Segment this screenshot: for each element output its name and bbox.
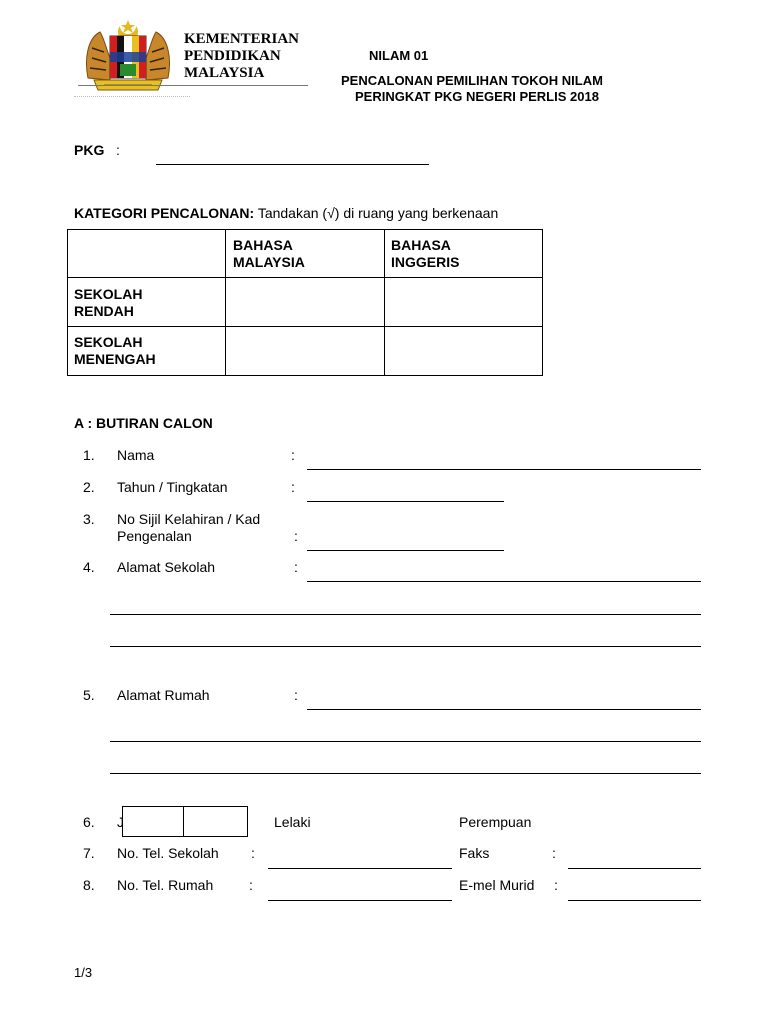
item-number: 4. xyxy=(83,559,95,575)
id-number-input-line[interactable] xyxy=(307,550,504,551)
column-header-bahasa-malaysia xyxy=(233,237,305,271)
row-header-line: SEKOLAH xyxy=(74,334,143,350)
home-phone-input-line[interactable] xyxy=(268,900,452,901)
home-phone-label: No. Tel. Rumah xyxy=(117,877,214,893)
home-address-colon: : xyxy=(294,687,298,703)
year-form-input-line[interactable] xyxy=(307,501,504,502)
table-col-divider xyxy=(384,229,385,376)
form-code: NILAM 01 xyxy=(369,48,429,63)
gender-label-prefix: J xyxy=(117,814,124,830)
ministry-name-line-2: PENDIDIKAN xyxy=(184,48,281,64)
id-number-label-line-2: Pengenalan xyxy=(117,528,192,544)
table-row-divider xyxy=(67,277,543,278)
gender-male-label: Lelaki xyxy=(274,814,311,830)
email-colon: : xyxy=(554,877,558,893)
row-header-line: SEKOLAH xyxy=(74,286,143,302)
fax-input-line[interactable] xyxy=(568,868,701,869)
item-number: 7. xyxy=(83,845,95,861)
year-form-colon: : xyxy=(291,479,295,495)
checkbox-rendah-inggeris[interactable] xyxy=(386,279,542,325)
school-phone-colon: : xyxy=(251,845,255,861)
school-address-colon: : xyxy=(294,559,298,575)
form-title-line-1: PENCALONAN PEMILIHAN TOKOH NILAM xyxy=(341,73,603,88)
item-number: 6. xyxy=(83,814,95,830)
category-heading xyxy=(74,205,498,221)
column-header-line: BAHASA xyxy=(391,237,451,253)
checkbox-menengah-malaysia[interactable] xyxy=(227,328,383,374)
id-number-label: No Sijil Kelahiran / Kad xyxy=(117,511,261,527)
gender-female-label: Perempuan xyxy=(459,814,532,830)
school-phone-label: No. Tel. Sekolah xyxy=(117,845,219,861)
item-number: 3. xyxy=(83,511,95,527)
item-number: 8. xyxy=(83,877,95,893)
item-number: 1. xyxy=(83,447,95,463)
checkbox-menengah-inggeris[interactable] xyxy=(386,328,542,374)
section-a-title: A : BUTIRAN CALON xyxy=(74,415,213,431)
column-header-line: MALAYSIA xyxy=(233,254,305,270)
item-number: 5. xyxy=(83,687,95,703)
column-header-line: BAHASA xyxy=(233,237,293,253)
row-header-sekolah-rendah xyxy=(74,286,142,320)
table-col-divider xyxy=(225,229,226,376)
category-instruction: Tandakan (√) di ruang yang berkenaan xyxy=(257,205,499,221)
pkg-label: PKG xyxy=(74,142,105,158)
home-address-label: Alamat Rumah xyxy=(117,687,210,703)
ministry-name-line-3: MALAYSIA xyxy=(184,65,265,81)
row-header-line: RENDAH xyxy=(74,303,134,319)
table-row-divider xyxy=(67,326,543,327)
pkg-input-line[interactable] xyxy=(156,164,429,165)
header-rule xyxy=(78,85,308,86)
column-header-bahasa-inggeris xyxy=(391,237,459,271)
item-number: 2. xyxy=(83,479,95,495)
crest-logo xyxy=(80,18,176,94)
home-address-input-line-1[interactable] xyxy=(307,709,701,710)
email-input-line[interactable] xyxy=(568,900,701,901)
gender-checkbox-female[interactable] xyxy=(183,806,248,837)
row-header-line: MENENGAH xyxy=(74,351,156,367)
home-address-input-line-2[interactable] xyxy=(110,741,701,742)
ministry-name-line-1: KEMENTERIAN xyxy=(184,31,300,47)
name-colon: : xyxy=(291,447,295,463)
row-header-sekolah-menengah xyxy=(74,334,156,368)
fax-colon: : xyxy=(552,845,556,861)
name-input-line[interactable] xyxy=(307,469,701,470)
id-number-colon: : xyxy=(294,528,298,544)
school-address-input-line-2[interactable] xyxy=(110,614,701,615)
home-address-input-line-3[interactable] xyxy=(110,773,701,774)
year-form-label: Tahun / Tingkatan xyxy=(117,479,228,495)
form-title-line-2: PERINGKAT PKG NEGERI PERLIS 2018 xyxy=(355,89,599,104)
category-label: KATEGORI PENCALONAN: xyxy=(74,205,255,221)
page-number: 1/3 xyxy=(74,965,93,980)
header-rule-faint xyxy=(74,96,190,97)
school-address-input-line-3[interactable] xyxy=(110,646,701,647)
checkbox-rendah-malaysia[interactable] xyxy=(227,279,383,325)
name-label: Nama xyxy=(117,447,155,463)
school-address-input-line-1[interactable] xyxy=(307,581,701,582)
column-header-line: INGGERIS xyxy=(391,254,460,270)
fax-label: Faks xyxy=(459,845,490,861)
school-phone-input-line[interactable] xyxy=(268,868,452,869)
gender-checkbox-male[interactable] xyxy=(122,806,184,837)
home-phone-colon: : xyxy=(249,877,253,893)
email-label: E-mel Murid xyxy=(459,877,535,893)
school-address-label: Alamat Sekolah xyxy=(117,559,216,575)
pkg-colon: : xyxy=(116,142,120,158)
